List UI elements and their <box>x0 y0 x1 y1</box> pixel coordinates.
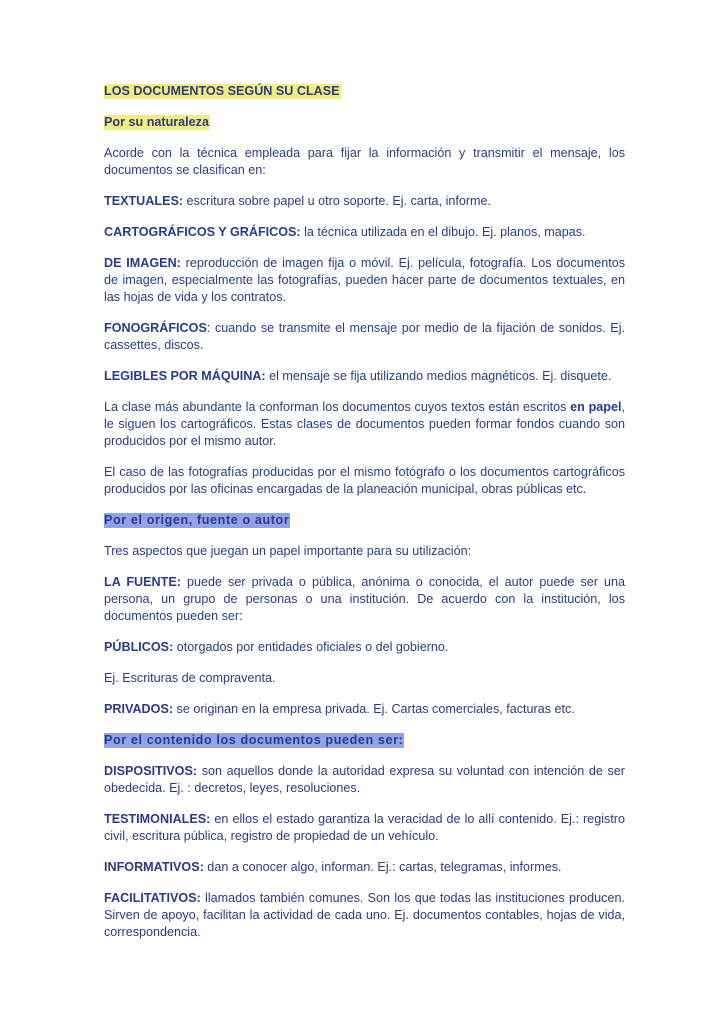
term-facilitativos: FACILITATIVOS: <box>104 891 201 905</box>
origen-item-fuente <box>104 574 625 625</box>
section-heading-origen: Por el origen, fuente o autor <box>104 513 290 527</box>
term-fonograficos: FONOGRÁFICOS <box>104 321 207 335</box>
desc-testimoniales: en ellos el estado garantiza la veracidad de lo allí contenido. Ej.: registro civil, escritura pública, registro de propiedad de un vehículo. <box>104 812 625 843</box>
origen-item-publicos <box>104 639 625 656</box>
desc-fuente: puede ser privada o pública, anónima o conocida, el autor puede ser una persona, un grupo de personas o una institución. De acuerdo con la institución, los documentos pueden ser: <box>104 575 625 623</box>
section-heading-origen-line <box>104 512 625 529</box>
naturaleza-intro: Acorde con la técnica empleada para fijar la información y transmitir el mensaje, los documentos se clasifican en: <box>104 146 625 177</box>
term-testimoniales: TESTIMONIALES: <box>104 812 211 826</box>
term-fuente: LA FUENTE: <box>104 575 181 589</box>
desc-privados: se originan en la empresa privada. Ej. Cartas comerciales, facturas etc. <box>173 702 575 716</box>
section-heading-contenido-line <box>104 732 625 749</box>
section-heading-contenido: Por el contenido los documentos pueden ser: <box>104 733 404 747</box>
term-dispositivos: DISPOSITIVOS: <box>104 764 198 778</box>
term-imagen: DE IMAGEN: <box>104 256 181 270</box>
origen-item-privados <box>104 701 625 718</box>
desc-legibles: el mensaje se fija utilizando medios magnéticos. Ej. disquete. <box>265 369 612 383</box>
naturaleza-item-fonograficos <box>104 320 625 354</box>
term-privados: PRIVADOS: <box>104 702 174 716</box>
term-informativos: INFORMATIVOS: <box>104 860 204 874</box>
desc-fonograficos: : cuando se transmite el mensaje por medio de la fijación de sonidos. Ej. cassettes, discos. <box>104 321 625 352</box>
section-heading-naturaleza: Por su naturaleza <box>104 115 209 129</box>
desc-cartograficos: la técnica utilizada en el dibujo. Ej. planos, mapas. <box>300 225 586 239</box>
contenido-item-dispositivos <box>104 763 625 797</box>
contenido-item-informativos <box>104 859 625 876</box>
desc-dispositivos: son aquellos donde la autoridad expresa su voluntad con intención de ser obedecida. Ej. : decretos, leyes, resoluciones. <box>104 764 625 795</box>
desc-imagen: reproducción de imagen fija o móvil. Ej. película, fotografía. Los documentos de imagen, especialmente las fotografías, pueden hacer parte de documentos textuales, en las hojas de vida y los contratos. <box>104 256 626 304</box>
term-textuales: TEXTUALES: <box>104 194 184 208</box>
origen-intro: Tres aspectos que juegan un papel importante para su utilización: <box>104 544 472 558</box>
desc-publicos: otorgados por entidades oficiales o del gobierno. <box>173 640 449 654</box>
section-heading-naturaleza-line <box>104 114 625 131</box>
term-publicos: PÚBLICOS: <box>104 640 174 654</box>
naturaleza-item-textuales <box>104 193 625 210</box>
naturaleza-item-imagen <box>104 255 625 306</box>
desc-facilitativos: llamados también comunes. Son los que todas las instituciones producen. Sirven de apoyo, facilitan la actividad de cada uno. Ej. documentos contables, hojas de vida, correspondencia. <box>104 891 625 939</box>
contenido-item-testimoniales <box>104 811 625 845</box>
term-cartograficos: CARTOGRÁFICOS Y GRÁFICOS: <box>104 225 301 239</box>
naturaleza-paragraph-1 <box>104 399 625 450</box>
contenido-item-facilitativos <box>104 890 625 941</box>
para1-bold: en papel <box>570 400 622 414</box>
doc-title-line <box>104 83 625 100</box>
doc-title: LOS DOCUMENTOS SEGÚN SU CLASE <box>104 84 340 98</box>
para1-post: , le siguen los cartográficos. Estas clases de documentos pueden formar fondos cuando son producidos por el mismo autor. <box>104 400 625 448</box>
desc-textuales: escritura sobre papel u otro soporte. Ej. carta, informe. <box>183 194 492 208</box>
desc-informativos: dan a conocer algo, informan. Ej.: cartas, telegramas, informes. <box>203 860 562 874</box>
naturaleza-item-cartograficos <box>104 224 625 241</box>
origen-ejemplo: Ej. Escrituras de compraventa. <box>104 671 276 685</box>
naturaleza-paragraph-2: El caso de las fotografías producidas por el mismo fotógrafo o los documentos cartográficos producidos por las oficinas encargadas de la planeación municipal, obras públicas etc. <box>104 465 625 496</box>
naturaleza-item-legibles <box>104 368 625 385</box>
term-legibles: LEGIBLES POR MÁQUINA: <box>104 369 266 383</box>
para1-pre: La clase más abundante la conforman los documentos cuyos textos están escritos <box>104 400 571 414</box>
